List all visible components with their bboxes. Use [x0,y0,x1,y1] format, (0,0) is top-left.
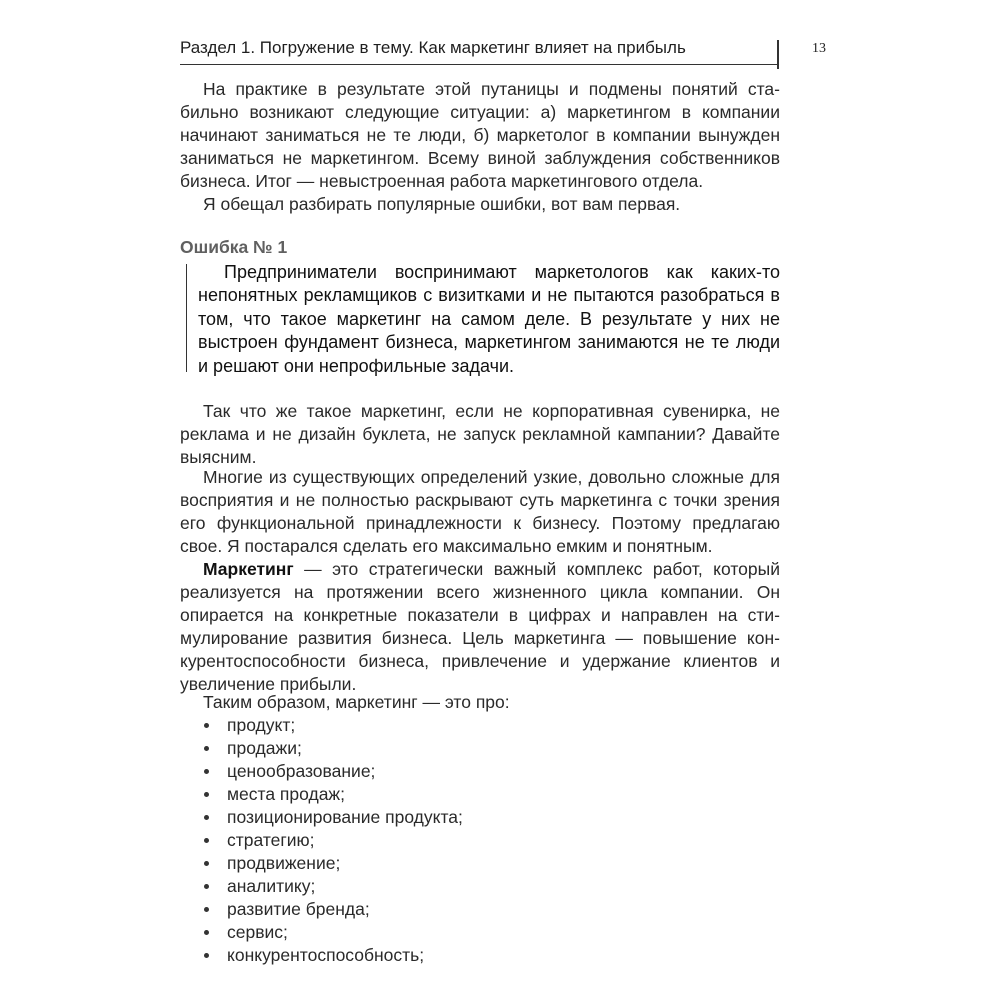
running-head: Раздел 1. Погружение в тему. Как маркетинг влияет на прибыль [180,38,778,65]
list-item: места продаж; [200,783,780,806]
page-number: 13 [812,41,826,56]
list-item: аналитику; [200,875,780,898]
list-item: развитие бренда; [200,898,780,921]
definition-text: — это стратегически важный комплекс работ, который реализуется на протяжении всего жизненного цикла компании. Он опирается на конкретные показатели в цифрах и направлен на стимулирование развития бизнеса. Цель маркетинга — повышение конкурентоспособности бизнеса, привлечение и удержание клиентов и увеличение прибыли. [180,559,780,694]
bullet-icon [204,792,209,797]
list-item: продажи; [200,737,780,760]
paragraph-promise: Я обещал разбирать популярные ошибки, вот вам первая. [203,194,681,214]
list-item: конкурентоспособность; [200,944,780,967]
paragraph-definitions: Многие из существующих определений узкие, довольно сложные для восприятия и не полностью раскрывают суть маркетинга с точки зрения его функциональной принадлежности к бизнесу. Поэтому предлагаю свое. Я постарался сделать его максимально емким и понятным. [180,467,780,556]
bullet-icon [204,723,209,728]
list-item: продвижение; [200,852,780,875]
header-divider [777,40,779,69]
bullet-icon [204,930,209,935]
paragraph-marketing-definition [180,558,780,696]
bullet-icon [204,815,209,820]
bullet-icon [204,746,209,751]
error-heading: Ошибка № 1 [180,237,288,257]
bullet-icon [204,769,209,774]
bullet-icon [204,838,209,843]
paragraph-list-intro: Таким образом, маркетинг — это про: [203,692,510,712]
paragraph-confusion: На практике в результате этой путаницы и подмены понятий стабильно возникают следующие ситуации: а) маркетингом в компании начинают заниматься не те люди, б) маркетолог в компании вынужден заниматься не маркетингом. Всему виной заблуждения собственников бизнеса. Итог — невыстроенная работа маркетингового отдела. [180,79,780,191]
marketing-scope-list [200,714,780,967]
paragraph-question: Так что же такое маркетинг, если не корпоративная сувенирка, не реклама и не дизайн буклета, не запуск рекламной кампании? Давайте выясним. [180,401,780,467]
bullet-icon [204,907,209,912]
list-item: ценообразование; [200,760,780,783]
list-item: позиционирование продукта; [200,806,780,829]
list-item: продукт; [200,714,780,737]
list-item: стратегию; [200,829,780,852]
error-callout-text: Предприниматели воспринимают маркетологов как каких-то непонятных рекламщиков с визитками и не пытаются разобраться в том, что такое маркетинг на самом деле. В результате у них не выстроен фундамент бизнеса, маркетингом занимаются не те люди и решают они непрофильные задачи. [198,262,780,376]
list-item: сервис; [200,921,780,944]
term-marketing: Маркетинг [203,559,294,579]
bullet-icon [204,953,209,958]
bullet-icon [204,884,209,889]
bullet-icon [204,861,209,866]
